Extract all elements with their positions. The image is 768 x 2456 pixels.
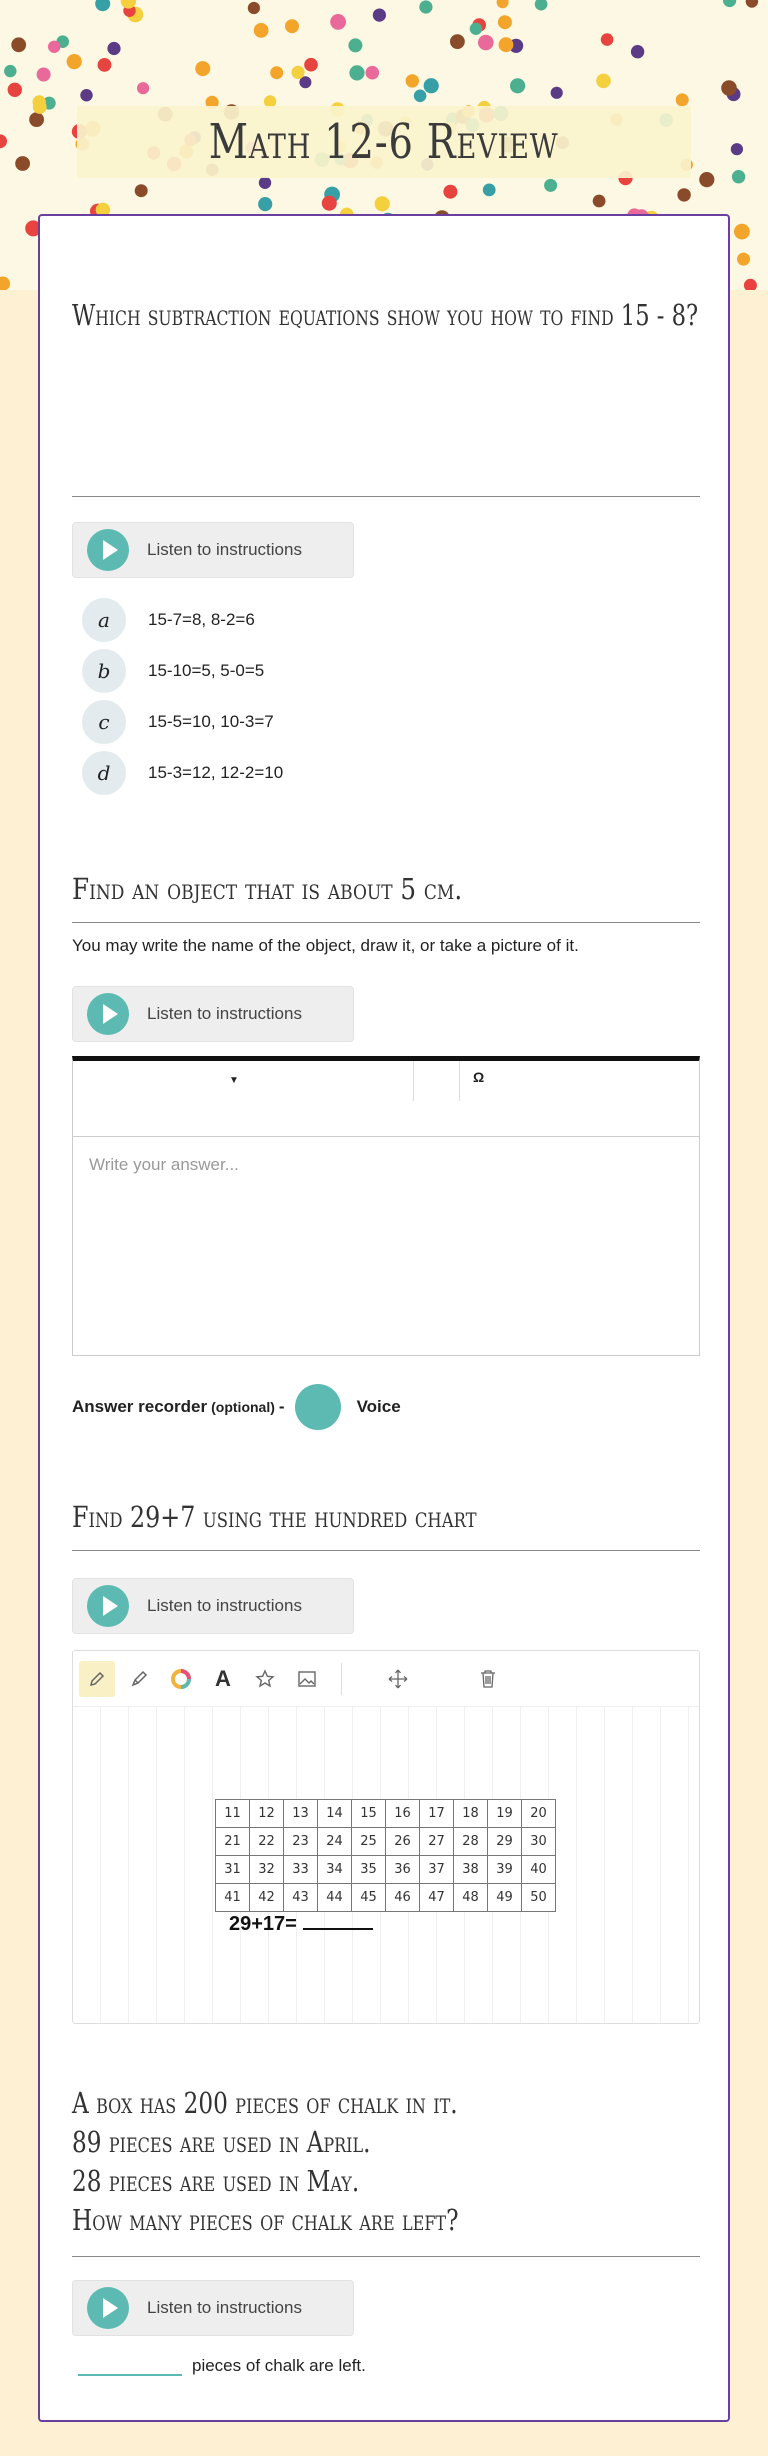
- choice-letter: a: [82, 598, 126, 642]
- special-character-button[interactable]: Ω: [473, 1069, 485, 1085]
- question-2-subtext: You may write the name of the object, draw it, or take a picture of it.: [72, 936, 579, 955]
- listen-label: Listen to instructions: [147, 1004, 302, 1023]
- drawing-toolbar: [73, 1651, 699, 1707]
- chalk-answer-input[interactable]: [78, 2350, 182, 2376]
- confetti-dot: [721, 80, 737, 96]
- confetti-dot: [424, 78, 439, 93]
- hundred-chart-cell: 15: [352, 1800, 386, 1828]
- hundred-chart-cell: 38: [454, 1856, 488, 1884]
- hundred-chart-cell: 11: [216, 1800, 250, 1828]
- confetti-dot: [535, 0, 548, 11]
- question-4-line: How many pieces of chalk are left?: [72, 2203, 459, 2237]
- listen-label: Listen to instructions: [147, 1596, 302, 1615]
- play-icon: [87, 2287, 129, 2329]
- hundred-chart-cell: 49: [488, 1884, 522, 1912]
- confetti-dot: [406, 74, 419, 87]
- hundred-chart-cell: 42: [250, 1884, 284, 1912]
- hundred-chart: [215, 1799, 556, 1912]
- question-1-rule: [72, 496, 700, 497]
- hundred-chart-row: [216, 1828, 556, 1856]
- choice-d[interactable]: [82, 751, 283, 795]
- hundred-chart-cell: 19: [488, 1800, 522, 1828]
- confetti-dot: [375, 196, 390, 211]
- listen-button-q4[interactable]: [72, 2280, 354, 2336]
- confetti-dot: [285, 19, 299, 33]
- hundred-chart-row: [216, 1800, 556, 1828]
- hundred-chart-cell: 27: [420, 1828, 454, 1856]
- hundred-chart-cell: 43: [284, 1884, 318, 1912]
- confetti-dot: [0, 277, 10, 291]
- answer-suffix: pieces of chalk are left.: [192, 2356, 366, 2375]
- choice-text: 15-3=12, 12-2=10: [148, 763, 284, 782]
- confetti-dot: [593, 195, 606, 208]
- confetti-dot: [67, 54, 82, 69]
- play-icon: [87, 529, 129, 571]
- listen-button-q1[interactable]: [72, 522, 354, 578]
- confetti-dot: [699, 172, 714, 187]
- question-3-rule: [72, 1550, 700, 1551]
- equation-blank: [303, 1928, 373, 1930]
- recorder-dash: -: [278, 1397, 285, 1416]
- confetti-dot: [450, 34, 465, 49]
- confetti-dot: [80, 89, 92, 101]
- confetti-dot: [732, 170, 745, 183]
- text-icon[interactable]: A: [215, 1665, 231, 1691]
- hundred-chart-cell: 24: [318, 1828, 352, 1856]
- hundred-chart-cell: 50: [522, 1884, 556, 1912]
- confetti-dot: [107, 42, 120, 55]
- question-4-rule: [72, 2256, 700, 2257]
- confetti-dot: [366, 66, 380, 80]
- hundred-chart-cell: 28: [454, 1828, 488, 1856]
- hundred-chart-cell: 23: [284, 1828, 318, 1856]
- editor-toolbar: [73, 1061, 699, 1137]
- hundred-chart-cell: 46: [386, 1884, 420, 1912]
- confetti-dot: [0, 134, 7, 148]
- hundred-chart-cell: 40: [522, 1856, 556, 1884]
- choice-letter: c: [82, 700, 126, 744]
- format-dropdown-caret-icon[interactable]: ▼: [229, 1075, 239, 1086]
- choice-b[interactable]: [82, 649, 264, 693]
- confetti-dot: [270, 66, 283, 79]
- question-2-heading: Find an object that is about 5 cm.: [72, 872, 463, 906]
- choice-letter: b: [82, 649, 126, 693]
- confetti-dot: [137, 82, 149, 94]
- choice-letter: d: [82, 751, 126, 795]
- confetti-dot: [259, 177, 271, 189]
- confetti-dot: [737, 253, 750, 266]
- listen-button-q3[interactable]: [72, 1578, 354, 1634]
- confetti-dot: [135, 184, 148, 197]
- choice-a[interactable]: [82, 598, 255, 642]
- title-box: [77, 106, 691, 178]
- question-4-line: 28 pieces are used in May.: [72, 2164, 360, 2198]
- color-wheel-icon[interactable]: [163, 1661, 199, 1697]
- worksheet-card: [38, 214, 730, 2422]
- confetti-dot: [292, 66, 305, 79]
- hundred-chart-cell: 45: [352, 1884, 386, 1912]
- drawing-canvas[interactable]: [72, 1650, 700, 2024]
- recorder-label: Answer recorder: [72, 1397, 208, 1416]
- hundred-chart-cell: 30: [522, 1828, 556, 1856]
- listen-button-q2[interactable]: [72, 986, 354, 1042]
- confetti-dot: [98, 58, 112, 72]
- confetti-dot: [37, 68, 51, 82]
- hundred-chart-cell: 22: [250, 1828, 284, 1856]
- confetti-dot: [29, 112, 44, 127]
- hundred-chart-row: [216, 1884, 556, 1912]
- hundred-chart-cell: 36: [386, 1856, 420, 1884]
- confetti-dot: [734, 224, 750, 240]
- confetti-dot: [48, 41, 60, 53]
- question-4-line: 89 pieces are used in April.: [72, 2125, 371, 2159]
- hundred-chart-cell: 48: [454, 1884, 488, 1912]
- choice-text: 15-5=10, 10-3=7: [148, 712, 274, 731]
- confetti-dot: [258, 197, 272, 211]
- hundred-chart-cell: 29: [488, 1828, 522, 1856]
- toolbar-divider: [413, 1061, 414, 1101]
- listen-label: Listen to instructions: [147, 2298, 302, 2317]
- answer-text-area[interactable]: Write your answer...: [89, 1155, 239, 1174]
- hundred-chart-cell: 25: [352, 1828, 386, 1856]
- confetti-dot: [478, 35, 494, 51]
- confetti-dot: [11, 37, 26, 52]
- choice-text: 15-7=8, 8-2=6: [148, 610, 255, 629]
- confetti-dot: [483, 184, 496, 197]
- hundred-chart-cell: 41: [216, 1884, 250, 1912]
- hundred-chart-cell: 16: [386, 1800, 420, 1828]
- trash-icon[interactable]: [470, 1661, 506, 1697]
- question-2-rule: [72, 922, 700, 923]
- hundred-chart-cell: 34: [318, 1856, 352, 1884]
- toolbar-divider: [459, 1061, 460, 1101]
- confetti-dot: [746, 0, 758, 8]
- hundred-chart-cell: 26: [386, 1828, 420, 1856]
- voice-label: Voice: [356, 1397, 401, 1416]
- confetti-dot: [676, 93, 689, 106]
- play-icon: [87, 993, 129, 1035]
- star-icon[interactable]: [247, 1661, 283, 1697]
- confetti-dot: [414, 90, 427, 103]
- confetti-dot: [510, 78, 525, 93]
- confetti-dot: [322, 196, 337, 211]
- confetti-dot: [15, 156, 30, 171]
- hundred-chart-cell: 13: [284, 1800, 318, 1828]
- confetti-dot: [631, 45, 644, 58]
- recorder-optional: (optional): [211, 1399, 275, 1415]
- move-icon[interactable]: [380, 1661, 416, 1697]
- hundred-chart-row: [216, 1856, 556, 1884]
- confetti-dot: [373, 9, 386, 22]
- equation-text: [229, 1913, 373, 1936]
- hundred-chart-cell: 35: [352, 1856, 386, 1884]
- hundred-chart-cell: 17: [420, 1800, 454, 1828]
- hundred-chart-cell: 20: [522, 1800, 556, 1828]
- question-4-line: A box has 200 pieces of chalk in it.: [72, 2086, 458, 2120]
- confetti-dot: [349, 65, 364, 80]
- hundred-chart-cell: 33: [284, 1856, 318, 1884]
- confetti-dot: [330, 14, 346, 30]
- rich-text-editor: [72, 1056, 700, 1356]
- question-4-heading: [72, 2084, 574, 2240]
- confetti-dot: [254, 23, 269, 38]
- equation-label: 29+17=: [229, 1913, 297, 1935]
- listen-label: Listen to instructions: [147, 540, 302, 559]
- hundred-chart-cell: 44: [318, 1884, 352, 1912]
- choice-text: 15-10=5, 5-0=5: [148, 661, 265, 680]
- hundred-chart-cell: 12: [250, 1800, 284, 1828]
- question-1-heading: Which subtraction equations show you how to find 15 - 8?: [72, 298, 699, 332]
- confetti-dot: [677, 188, 690, 201]
- confetti-dot: [497, 0, 509, 8]
- hundred-chart-cell: 31: [216, 1856, 250, 1884]
- confetti-dot: [470, 23, 482, 35]
- confetti-dot: [248, 2, 260, 14]
- confetti-dot: [601, 33, 614, 46]
- confetti-dot: [348, 38, 362, 52]
- confetti-dot: [95, 0, 110, 11]
- hundred-chart-cell: 18: [454, 1800, 488, 1828]
- confetti-dot: [596, 74, 611, 89]
- hundred-chart-cell: 47: [420, 1884, 454, 1912]
- choice-c[interactable]: [82, 700, 274, 744]
- confetti-dot: [731, 143, 743, 155]
- confetti-dot: [304, 58, 318, 72]
- confetti-dot: [498, 15, 512, 29]
- confetti-dot: [419, 0, 432, 13]
- confetti-dot: [195, 61, 210, 76]
- question-3-heading: Find 29+7 using the hundred chart: [72, 1500, 477, 1534]
- confetti-dot: [723, 0, 736, 7]
- confetti-dot: [8, 83, 22, 97]
- confetti-dot: [499, 37, 514, 52]
- page-title: Math 12-6 Review: [209, 114, 559, 170]
- image-icon[interactable]: [289, 1661, 325, 1697]
- toolbar-divider: [341, 1663, 342, 1695]
- confetti-dot: [744, 279, 757, 290]
- voice-record-button[interactable]: [295, 1384, 341, 1430]
- hundred-chart-cell: 21: [216, 1828, 250, 1856]
- hundred-chart-cell: 14: [318, 1800, 352, 1828]
- confetti-dot: [544, 179, 557, 192]
- hundred-chart-cell: 39: [488, 1856, 522, 1884]
- pencil-icon[interactable]: [79, 1661, 115, 1697]
- hundred-chart-cell: 32: [250, 1856, 284, 1884]
- confetti-dot: [4, 65, 16, 77]
- answer-recorder: [72, 1384, 401, 1430]
- pen-icon[interactable]: [121, 1661, 157, 1697]
- confetti-dot: [551, 87, 563, 99]
- hundred-chart-cell: 37: [420, 1856, 454, 1884]
- play-icon: [87, 1585, 129, 1627]
- confetti-dot: [443, 185, 457, 199]
- confetti-dot: [33, 95, 46, 108]
